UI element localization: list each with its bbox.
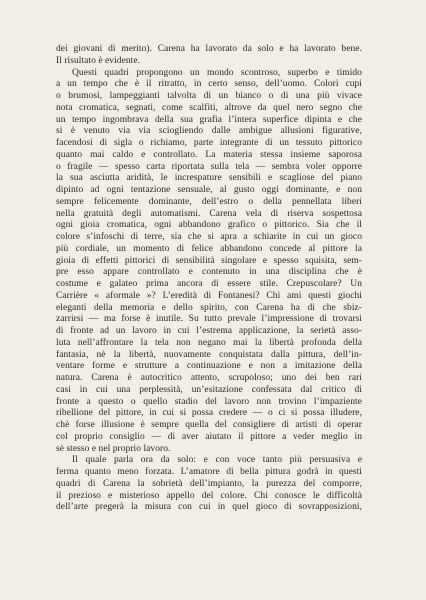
text-line: dipinto ad ogni tentazione sensuale, al gusto oggi dominante, e non (56, 185, 362, 195)
text-line: col proprio consiglio — di aver aiutato il pittore a veder meglio in (56, 431, 362, 442)
text-line: ogni gioia cromatica, ogni abbandono grafico o pittorico. Sia che il (56, 220, 362, 231)
text-line: colore s’infoschi di terre, sia che si apra a schiarite in cui un gioco (56, 232, 362, 242)
text-line: o brumosi, lampeggianti talvolta di un bianco o di una più vivace (56, 91, 362, 101)
text-line: fantasia, nè la libertà, nuovamente conquistata dalla pittura, dell’in- (56, 349, 362, 360)
text-line: o fragile — spesso carta riportata sulla tela — sembra voler opporre (56, 161, 362, 172)
text-line: dell’arte pregerà la misura con cui in quel gioco di sovrapposizioni, (56, 502, 362, 513)
text-line: Carrière « aformale »? L’eredità di Fontanesi? Chi ami questi giochi (56, 290, 362, 301)
text-line: quadri di Carena la sobrietà dell’impianto, la purezza del comporre, (56, 478, 362, 489)
text-line: pre esso appare controllato e contenuto in una disciplina che è (56, 267, 362, 278)
text-line: si è venuto via via sciogliendo dalle ambigue allusioni figurative, (56, 126, 362, 137)
text-line: nella gratuità degli automatismi. Carena vela di riserva sospettosa (56, 208, 362, 219)
text-line: quanto mai caldo e controllato. La materia stessa insieme saporosa (56, 149, 362, 160)
text-line: costume e galateo prima ancora di essere stile. Crepuscolare? Un (56, 279, 362, 289)
text-line: di fronte ad un lavoro in cui l’estrema applicazione, la serietà asso- (56, 326, 362, 336)
text-line: eleganti della memoria e dello spirito, con Carena ha di che sbiz- (56, 302, 362, 313)
text-line: il prezioso e misterioso appello del colore. Chi conosce le difficoltà (56, 490, 362, 501)
text-line: più cordiale, un momento di felice abbandono concede al pittore la (56, 243, 362, 254)
text-line: Questi quadri propongono un mondo scontroso, superbo e timido (72, 67, 362, 78)
text-line: dei giovani di merito). Carena ha lavorato da solo e ha lavorato bene. (56, 44, 362, 54)
text-line: nota cromatica, segnati, come scalfiti, altrove da quel nero segno che (56, 102, 362, 113)
paragraph (56, 44, 362, 68)
text-line: Il quale parla ora da solo: e con voce tanto più persuasiva e (72, 455, 362, 466)
text-line: natura. Carena è autocritico attento, scrupoloso; uno dei ben rari (56, 373, 362, 383)
paragraph (56, 68, 362, 456)
text-line: facendosi di sigla o richiamo, parte integrante di un tessuto pittorico (56, 138, 362, 148)
text-line: zarrirsi — ma forse è inutile. Su tutto prevale l’impressione di trovarsi (56, 314, 362, 325)
text-line: luta nell’affrontare la tela non negano mai la libertà profonda della (56, 337, 362, 348)
text-line: ribellione del pittore, in cui si possa credere — o ci si possa illudere, (56, 408, 362, 419)
text-line: casi in cui una perplessità, un’esitazione confessata dal critico di (56, 384, 362, 395)
text-line: chè forse illusione è sempre quella del consigliere di artisti di operar (56, 420, 362, 430)
text-line: gioia di effetti pittorici di sensibilità singolare e spesso squisita, sem- (56, 255, 362, 266)
text-line: ventare forme e strutture a continuazione e non a imitazione della (56, 361, 362, 372)
text-line: sempre felicemente dominante, dell’estro o della pennellata liberi (56, 196, 362, 207)
text-line: Il risultato è evidente. (56, 55, 141, 66)
text-line: la sua asciutta aridità, le increspature sensibili e scagliose del piano (56, 173, 362, 184)
body-text (56, 44, 362, 514)
text-line: sè stesso e nel proprio lavoro. (56, 443, 171, 454)
text-line: ferma quanto meno forzata. L’amatore di bella pittura godrà in questi (56, 467, 362, 477)
text-line: a un tempo che è il ritratto, in certo senso, dell’uomo. Colori cupi (56, 79, 362, 90)
text-line: fronte a questo o quello stadio del lavoro non trovino l’impaziente (56, 396, 362, 407)
text-line: un tempo ingombrava della sua grafia l’intera superfice dipinta e che (56, 114, 362, 125)
paragraph (56, 455, 362, 514)
